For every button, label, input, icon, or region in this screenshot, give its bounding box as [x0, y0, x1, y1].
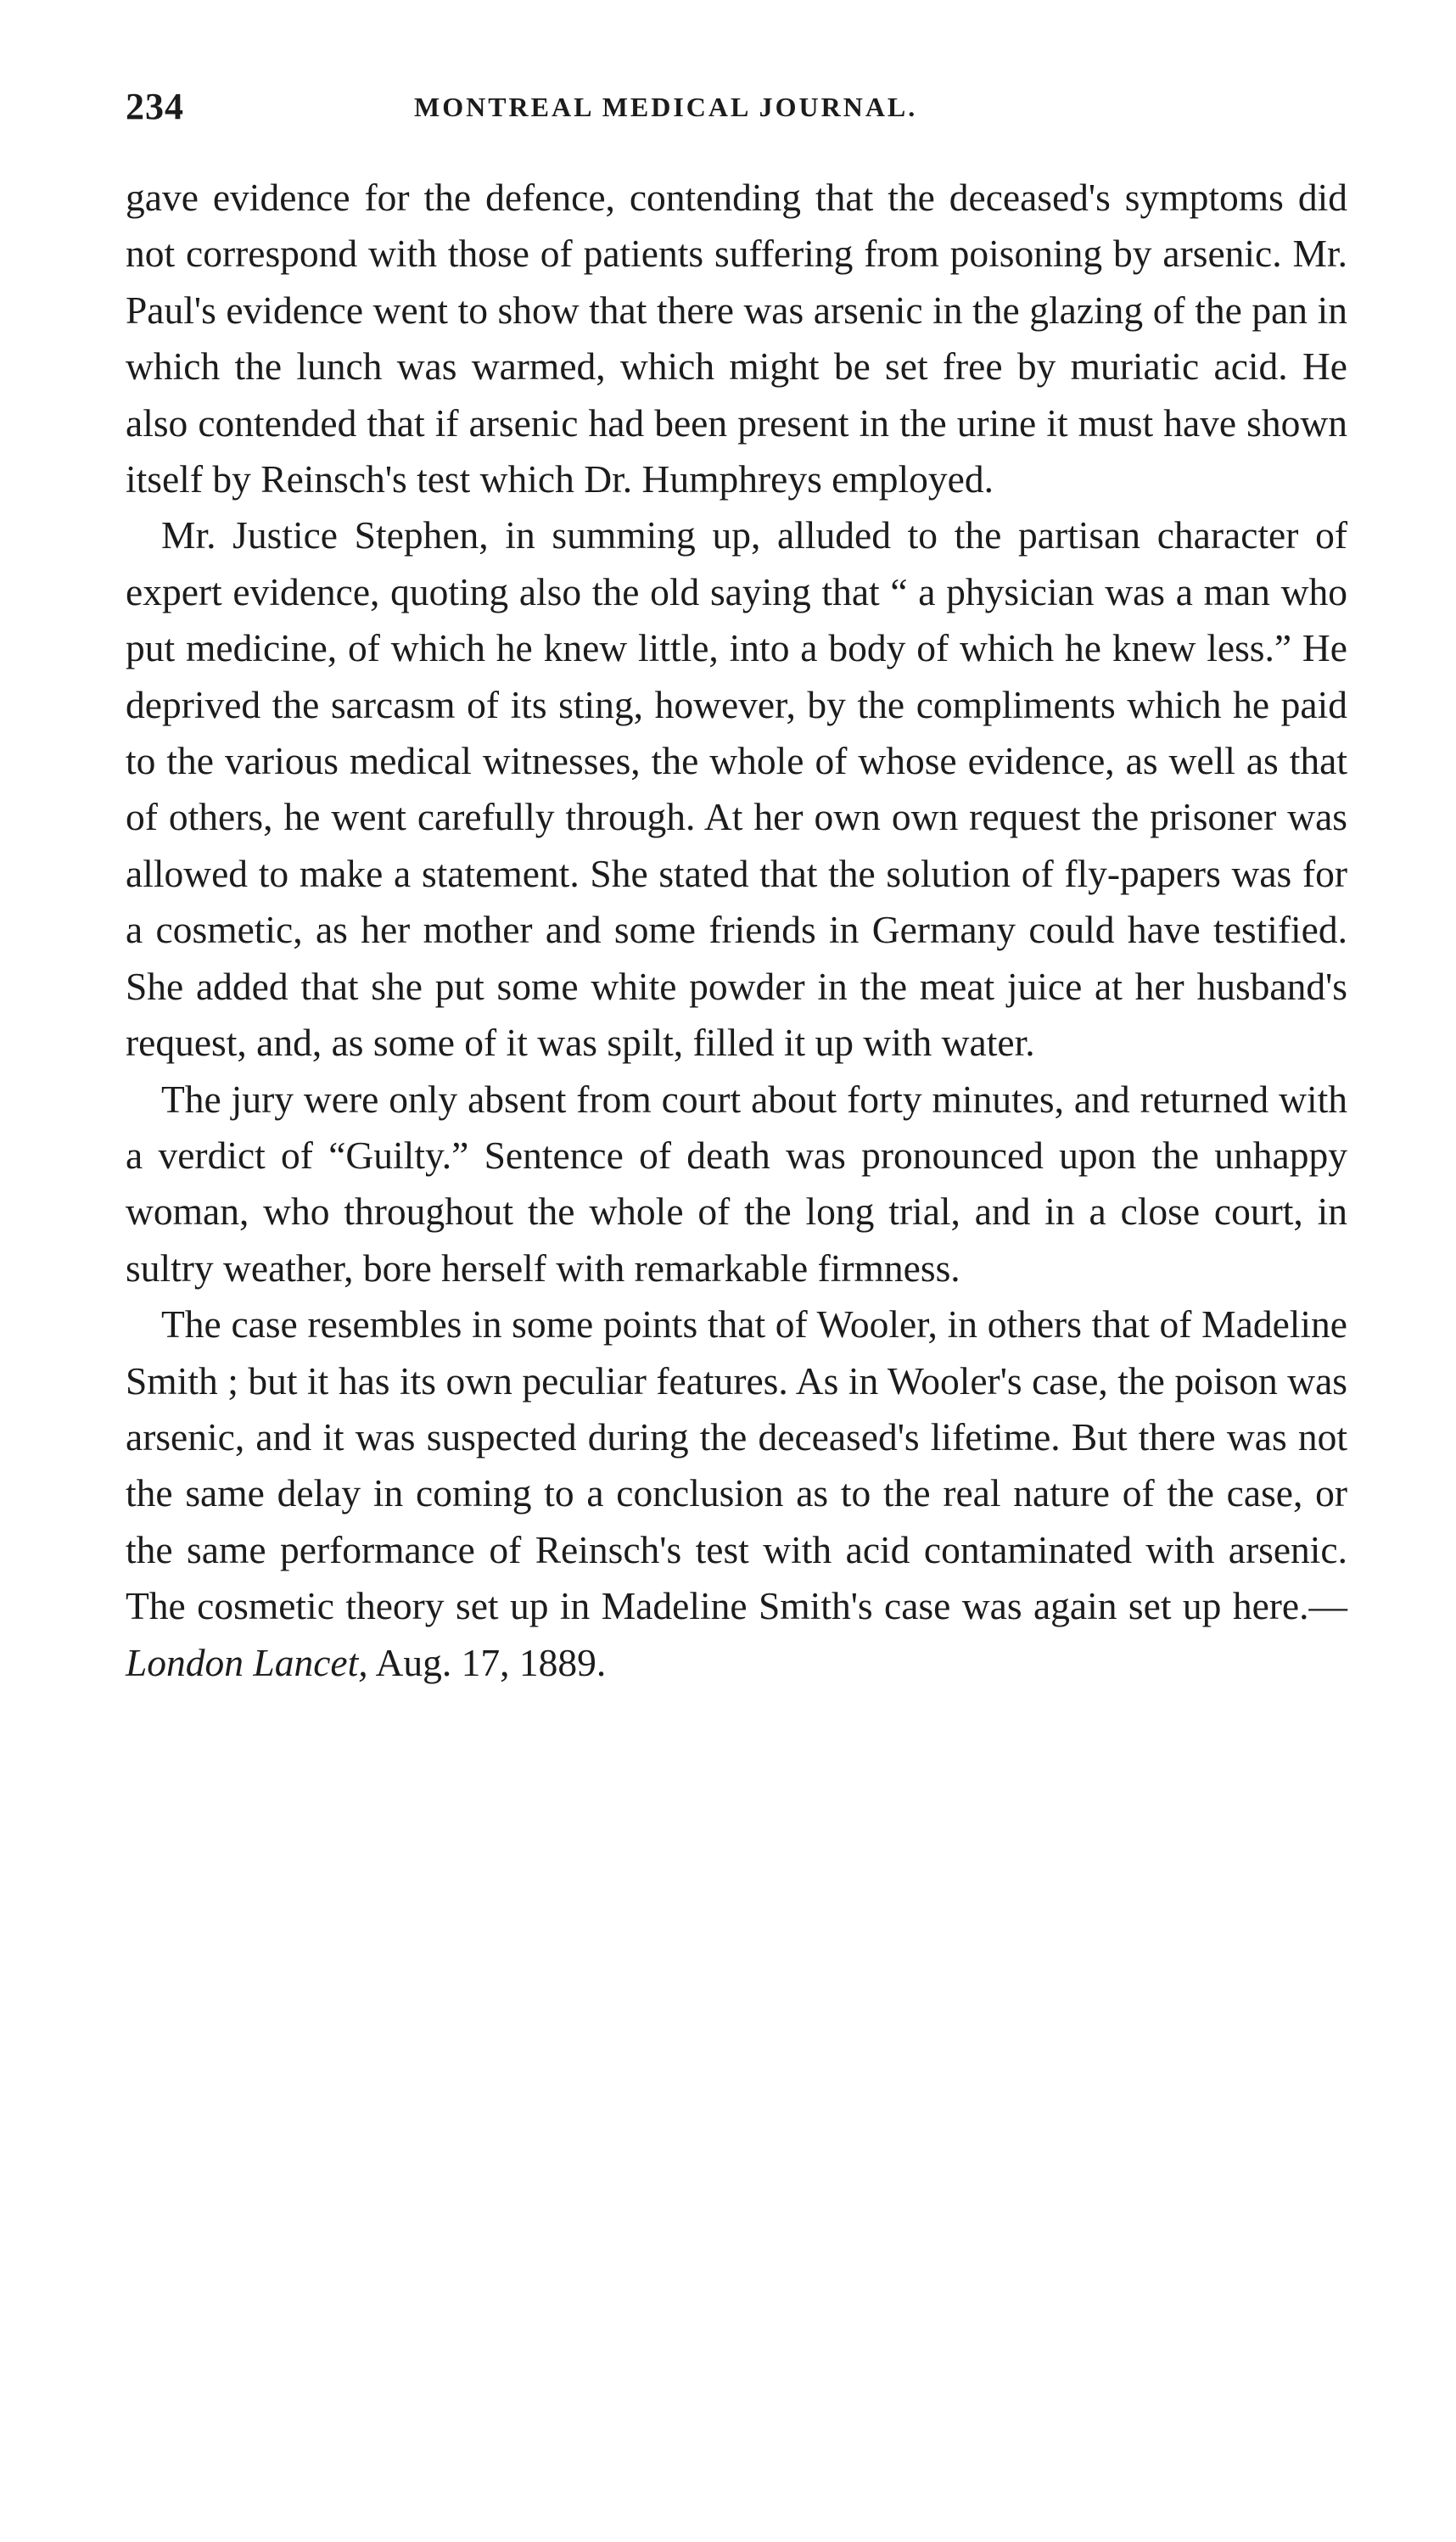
document-page [126, 85, 1347, 1691]
paragraph-summing-up: Mr. Justice Stephen, in summing up, alluded to the partisan character of expert evidence, quoting also the old saying that “ a physician was a man who put medicine, of which he knew little, into a body of which he knew less.” He deprived the sarcasm of its sting, however, by the compliments which he paid to the various medical witnesses, the whole of whose evidence, as well as that of others, he went carefully through. At her own own request the prisoner was allowed to make a statement. She stated that the solution of fly-papers was for a cosmetic, as her mother and some friends in Germany could have testified. She added that she put some white powder in the meat juice at her husband's request, and, as some of it was spilt, filled it up with water. [126, 513, 1347, 1065]
paragraph-comparison [126, 1296, 1347, 1691]
paragraph-comparison-text: The case resembles in some points that of Wooler, in others that of Madeline Smith ; but it has its own peculiar features. As in Wooler's case, the poison was arsenic, and it was suspected during the deceased's lifetime. But there was not the same delay in coming to a conclusion as to the real nature of the case, or the same performance of Reinsch's test with acid contaminated with arsenic. The cosmetic theory set up in Madeline Smith's case was again set up here.— [126, 1302, 1347, 1628]
article-body [126, 170, 1347, 1691]
source-date: Aug. 17, 1889. [375, 1640, 607, 1684]
paragraph-verdict: The jury were only absent from court about forty minutes, and returned with a verdict of “Guilty.” Sentence of death was pronounced upon the unhappy woman, who throughout the whole of the long trial, and in a close court, in sultry weather, bore herself with remarkable firmness. [126, 1077, 1347, 1290]
paragraph-defence-evidence: gave evidence for the defence, contending that the deceased's symptoms did not correspond with those of patients suffering from poisoning by arsenic. Mr. Paul's evidence went to show that there was arsenic in the glazing of the pan in which the lunch was warmed, which might be set free by muriatic acid. He also contended that if arsenic had been present in the urine it must have shown itself by Reinsch's test which Dr. Humphreys employed. [126, 176, 1347, 501]
page-number: 234 [126, 86, 184, 127]
journal-title: MONTREAL MEDICAL JOURNAL. [414, 92, 918, 122]
source-citation: London Lancet, [126, 1640, 368, 1684]
running-head [126, 85, 1347, 136]
